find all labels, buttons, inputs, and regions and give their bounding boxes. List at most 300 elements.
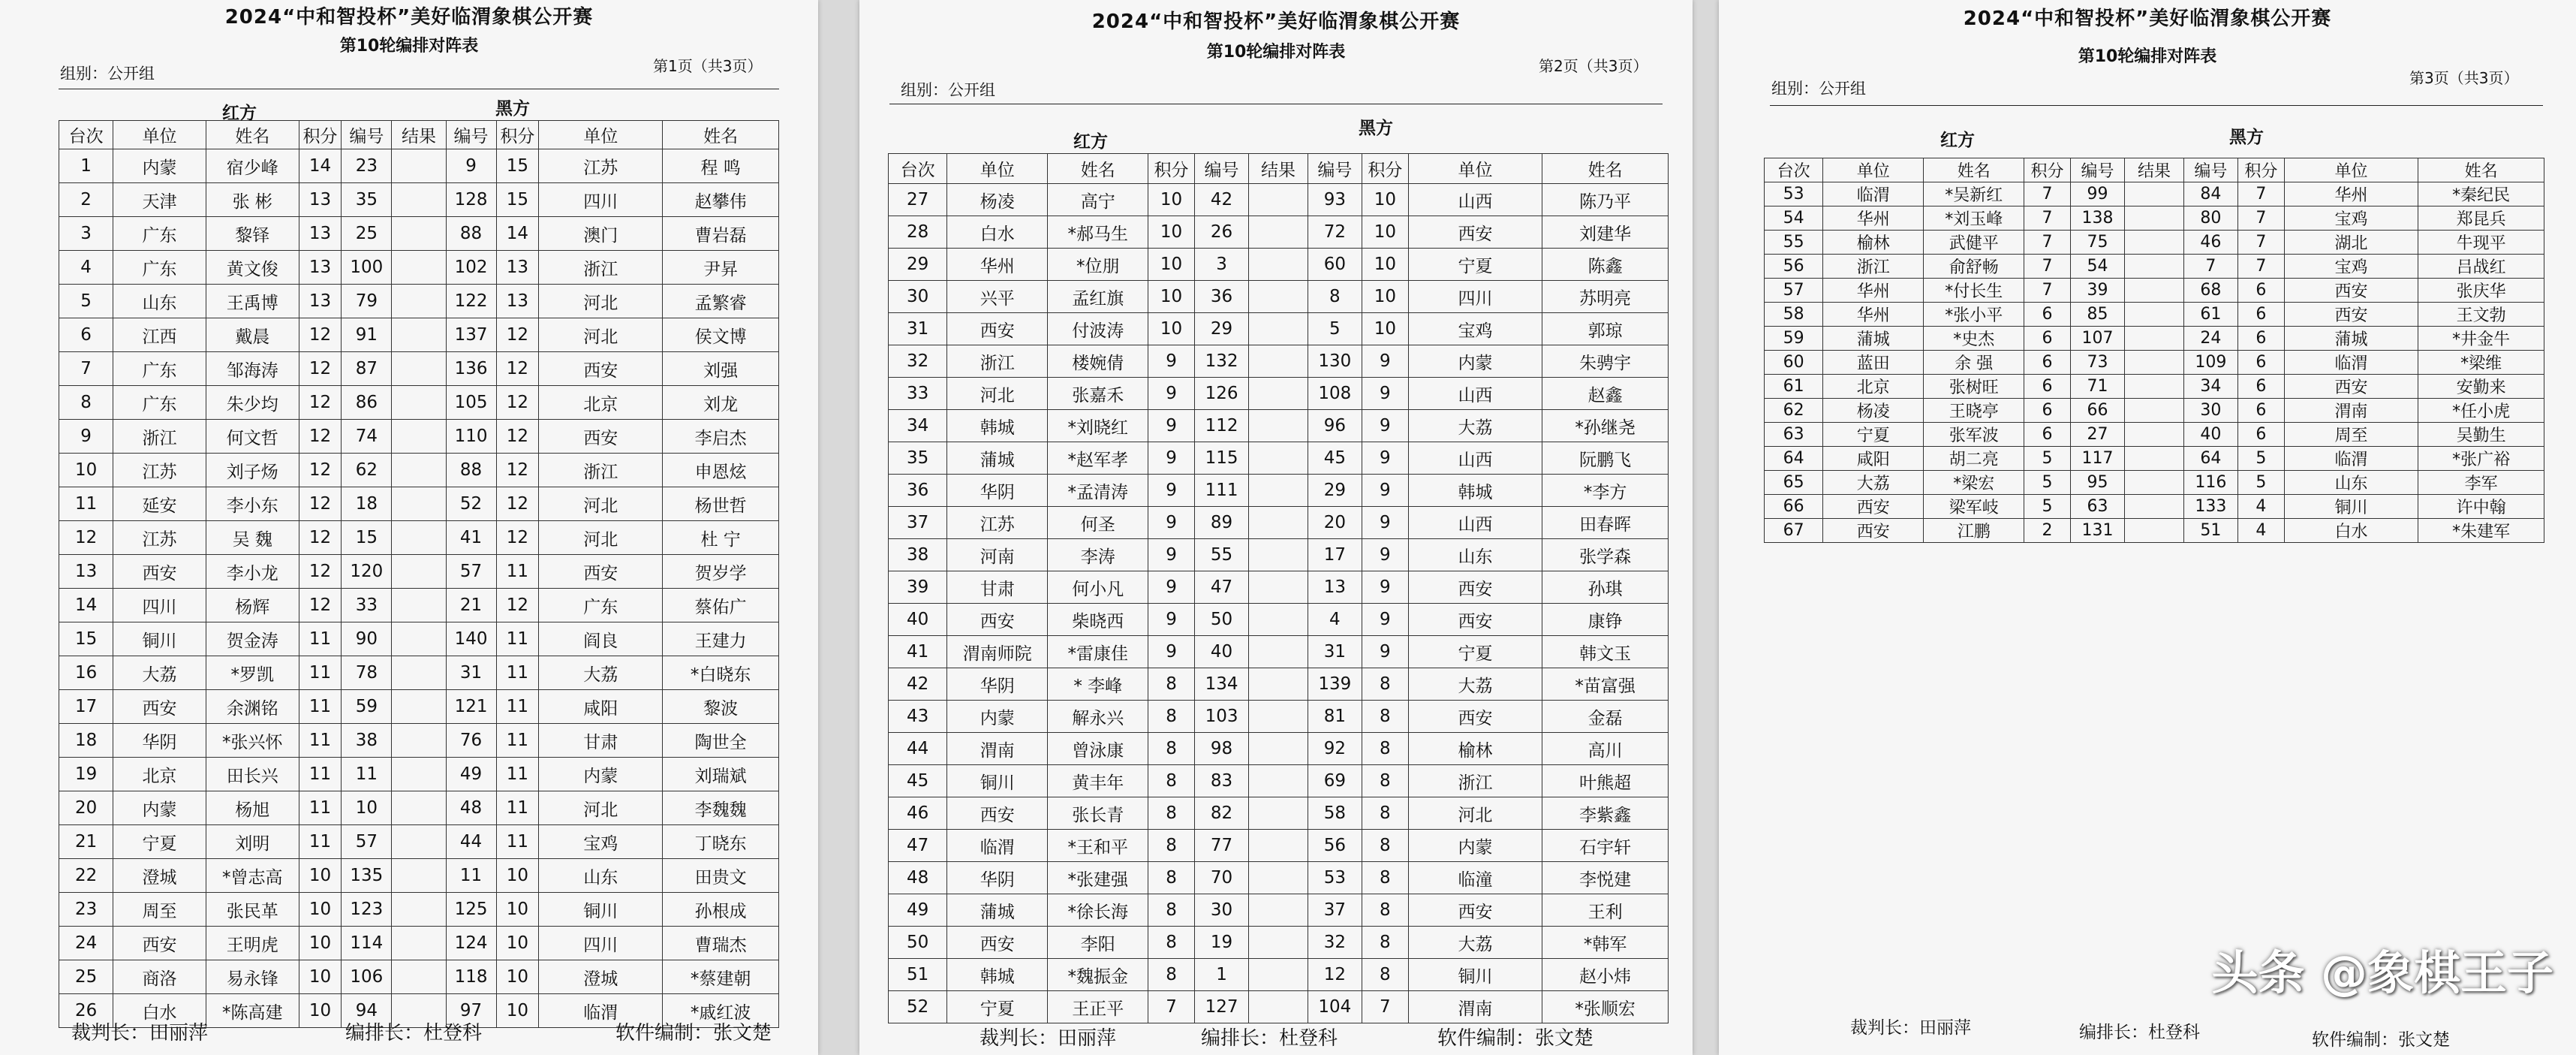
table-row xyxy=(59,420,779,454)
table-cell: 66 xyxy=(1765,495,1823,519)
column-header: 台次 xyxy=(1765,158,1823,182)
table-cell: 3 xyxy=(1194,249,1249,281)
column-header: 积分 xyxy=(299,121,342,149)
group-label: 组别：公开组 xyxy=(60,65,155,83)
table-cell: 白水 xyxy=(947,216,1048,249)
table-cell xyxy=(392,386,446,420)
table-cell: 9 xyxy=(1362,539,1408,571)
column-header: 单位 xyxy=(113,121,206,149)
table-cell: 临渭 xyxy=(2284,447,2418,471)
table-cell: 18 xyxy=(59,724,113,758)
table-cell: 11 xyxy=(496,555,539,589)
table-cell: 9 xyxy=(1148,475,1194,507)
table-cell xyxy=(1249,442,1308,475)
table-cell: *朱建军 xyxy=(2418,519,2544,543)
table-cell: 10 xyxy=(496,859,539,893)
table-cell: 大荔 xyxy=(113,656,206,690)
table-cell: 5 xyxy=(1308,313,1362,345)
table-cell xyxy=(1249,765,1308,797)
table-cell: 88 xyxy=(446,454,496,487)
table-cell: 12 xyxy=(299,352,342,386)
table-cell: 高宁 xyxy=(1048,184,1148,216)
table-cell: 8 xyxy=(1362,765,1408,797)
table-cell: 127 xyxy=(1194,991,1249,1023)
column-header: 结果 xyxy=(2125,158,2183,182)
table-cell: 6 xyxy=(2238,351,2284,375)
table-cell: 9 xyxy=(1362,410,1408,442)
table-cell: 田春晖 xyxy=(1542,507,1669,539)
table-cell: 大荔 xyxy=(1408,927,1542,959)
table-cell: 26 xyxy=(59,994,113,1028)
table-cell: 柴晓西 xyxy=(1048,604,1148,636)
table-cell: 7 xyxy=(2238,255,2284,279)
table-cell: 103 xyxy=(1194,701,1249,733)
table-cell: 64 xyxy=(1765,447,1823,471)
table-cell xyxy=(392,251,446,285)
table-cell: 8 xyxy=(1362,830,1408,862)
table-cell: 安勤来 xyxy=(2418,375,2544,399)
table-cell: 渭南 xyxy=(1408,991,1542,1023)
table-cell: 8 xyxy=(1362,733,1408,765)
table-cell: 12 xyxy=(496,318,539,352)
table-cell: 12 xyxy=(299,386,342,420)
table-cell: 12 xyxy=(299,454,342,487)
table-cell: 宁夏 xyxy=(113,825,206,859)
table-row xyxy=(889,733,1669,765)
table-cell: 7 xyxy=(2183,255,2238,279)
table-row xyxy=(1765,447,2544,471)
table-cell xyxy=(392,521,446,555)
table-cell: 11 xyxy=(299,690,342,724)
table-cell xyxy=(392,285,446,318)
table-cell: 蒲城 xyxy=(947,442,1048,475)
table-cell: 8 xyxy=(1148,927,1194,959)
table-cell: 10 xyxy=(299,927,342,960)
table-cell: 44 xyxy=(889,733,947,765)
table-cell: 西安 xyxy=(1408,894,1542,927)
table-cell xyxy=(1249,862,1308,894)
table-cell: 26 xyxy=(1194,216,1249,249)
table-cell: 10 xyxy=(1148,313,1194,345)
table-cell: 40 xyxy=(1194,636,1249,668)
table-cell: 西安 xyxy=(539,555,663,589)
table-cell: 15 xyxy=(59,622,113,656)
table-cell: 江苏 xyxy=(113,521,206,555)
table-cell: 11 xyxy=(496,656,539,690)
table-cell: 23 xyxy=(342,149,392,183)
table-cell: 51 xyxy=(2183,519,2238,543)
table-cell: 4 xyxy=(59,251,113,285)
table-cell: 27 xyxy=(889,184,947,216)
table-cell: 刘明 xyxy=(206,825,299,859)
table-cell: 21 xyxy=(59,825,113,859)
table-cell: 10 xyxy=(1362,313,1408,345)
table-cell: 15 xyxy=(496,183,539,217)
table-cell: 榆林 xyxy=(1408,733,1542,765)
table-cell: 赵小炜 xyxy=(1542,959,1669,991)
table-cell: 13 xyxy=(299,217,342,251)
table-cell: 55 xyxy=(1194,539,1249,571)
table-cell: 52 xyxy=(446,487,496,521)
table-cell xyxy=(2125,279,2183,303)
table-cell: 5 xyxy=(2024,471,2070,495)
table-cell: 河北 xyxy=(1408,797,1542,830)
table-cell xyxy=(2125,206,2183,231)
table-cell: 蔡佑广 xyxy=(663,589,779,622)
column-header: 编号 xyxy=(2183,158,2238,182)
table-row xyxy=(59,454,779,487)
table-cell: 孟红旗 xyxy=(1048,281,1148,313)
table-cell: 华阴 xyxy=(947,862,1048,894)
table-cell: 贺金涛 xyxy=(206,622,299,656)
table-cell: 9 xyxy=(1148,636,1194,668)
table-cell: 41 xyxy=(446,521,496,555)
table-cell: 96 xyxy=(1308,410,1362,442)
table-cell: 8 xyxy=(1362,894,1408,927)
table-cell: 贺岁学 xyxy=(663,555,779,589)
table-cell: 40 xyxy=(2183,423,2238,447)
table-cell: 46 xyxy=(2183,231,2238,255)
table-cell: 121 xyxy=(446,690,496,724)
table-row xyxy=(59,251,779,285)
table-cell: 111 xyxy=(1194,475,1249,507)
table-cell: 宝鸡 xyxy=(2284,206,2418,231)
table-cell: 宁夏 xyxy=(1408,636,1542,668)
table-cell: 阮鹏飞 xyxy=(1542,442,1669,475)
table-cell: 34 xyxy=(2183,375,2238,399)
table-cell xyxy=(1249,184,1308,216)
table-cell: 11 xyxy=(446,859,496,893)
table-cell: *张小平 xyxy=(1924,303,2024,327)
table-cell xyxy=(1249,539,1308,571)
table-cell: 10 xyxy=(496,994,539,1028)
table-row xyxy=(889,216,1669,249)
table-cell: 41 xyxy=(889,636,947,668)
table-row xyxy=(889,475,1669,507)
table-cell: 5 xyxy=(2238,471,2284,495)
table-cell: 84 xyxy=(2183,182,2238,206)
table-cell: 山西 xyxy=(1408,507,1542,539)
table-cell: 韩城 xyxy=(947,410,1048,442)
pairing-table xyxy=(59,120,779,1028)
table-cell: 7 xyxy=(2238,231,2284,255)
table-cell: 丁晓东 xyxy=(663,825,779,859)
column-header: 结果 xyxy=(392,121,446,149)
table-cell: 14 xyxy=(59,589,113,622)
table-cell: 36 xyxy=(889,475,947,507)
page-number: 第3页（共3页） xyxy=(2409,69,2519,87)
table-cell: 王建力 xyxy=(663,622,779,656)
table-row xyxy=(889,765,1669,797)
table-cell: 河北 xyxy=(539,318,663,352)
table-cell xyxy=(1249,894,1308,927)
footer-software: 软件编制：张文楚 xyxy=(615,1022,772,1044)
table-cell: 15 xyxy=(342,521,392,555)
table-cell xyxy=(1249,733,1308,765)
table-cell: 杨凌 xyxy=(1823,399,1924,423)
table-cell: 13 xyxy=(299,285,342,318)
table-row xyxy=(1765,399,2544,423)
table-cell: 10 xyxy=(1362,184,1408,216)
column-header: 姓名 xyxy=(663,121,779,149)
table-row xyxy=(1765,327,2544,351)
table-cell: 30 xyxy=(2183,399,2238,423)
page-sheet-3 xyxy=(1719,0,2576,1055)
table-cell: 刘强 xyxy=(663,352,779,386)
table-cell: 西安 xyxy=(2284,375,2418,399)
table-row xyxy=(1765,495,2544,519)
table-cell: 10 xyxy=(1148,281,1194,313)
table-cell: 王正平 xyxy=(1048,991,1148,1023)
table-cell: 山东 xyxy=(113,285,206,318)
table-cell xyxy=(392,149,446,183)
table-cell: 140 xyxy=(446,622,496,656)
table-cell: 108 xyxy=(1308,378,1362,410)
table-cell: 59 xyxy=(342,690,392,724)
table-cell: 6 xyxy=(2024,423,2070,447)
table-cell xyxy=(392,318,446,352)
table-cell: 12 xyxy=(496,454,539,487)
table-cell: 内蒙 xyxy=(947,701,1048,733)
table-cell: 陈乃平 xyxy=(1542,184,1669,216)
table-cell: 9 xyxy=(59,420,113,454)
table-cell: 郑昆兵 xyxy=(2418,206,2544,231)
table-cell: 刘子炀 xyxy=(206,454,299,487)
table-cell: 45 xyxy=(1308,442,1362,475)
table-cell: *曾志高 xyxy=(206,859,299,893)
table-cell: 李军 xyxy=(2418,471,2544,495)
table-cell: 易永锋 xyxy=(206,960,299,994)
table-cell xyxy=(392,183,446,217)
table-cell: 31 xyxy=(446,656,496,690)
table-cell: *吴新红 xyxy=(1924,182,2024,206)
table-row xyxy=(889,991,1669,1023)
table-cell: 10 xyxy=(1148,216,1194,249)
table-cell: 赵攀伟 xyxy=(663,183,779,217)
table-cell: 17 xyxy=(1308,539,1362,571)
table-cell: 132 xyxy=(1194,345,1249,378)
table-cell: *韩军 xyxy=(1542,927,1669,959)
table-cell: 12 xyxy=(59,521,113,555)
table-cell: 杨凌 xyxy=(947,184,1048,216)
table-cell xyxy=(1249,604,1308,636)
table-cell: 24 xyxy=(2183,327,2238,351)
table-cell: 河北 xyxy=(539,521,663,555)
table-cell: 甘肃 xyxy=(947,571,1048,604)
table-cell: 山西 xyxy=(1408,442,1542,475)
table-cell: 12 xyxy=(1308,959,1362,991)
table-cell: 许中翰 xyxy=(2418,495,2544,519)
table-cell: 4 xyxy=(2238,495,2284,519)
table-cell: 117 xyxy=(2070,447,2125,471)
table-cell: 渭南 xyxy=(947,733,1048,765)
round-title: 第10轮编排对阵表 xyxy=(339,37,479,56)
table-cell: 48 xyxy=(446,791,496,825)
table-cell: 9 xyxy=(1362,636,1408,668)
table-cell xyxy=(392,555,446,589)
table-cell: 8 xyxy=(1362,797,1408,830)
table-cell: 137 xyxy=(446,318,496,352)
table-cell: 西安 xyxy=(947,797,1048,830)
table-cell: 铜川 xyxy=(947,765,1048,797)
column-header: 编号 xyxy=(1308,154,1362,184)
column-header: 台次 xyxy=(889,154,947,184)
table-cell: 蒲城 xyxy=(947,894,1048,927)
table-cell: 8 xyxy=(1148,765,1194,797)
table-cell: 张庆华 xyxy=(2418,279,2544,303)
table-cell xyxy=(1249,636,1308,668)
table-cell xyxy=(1249,830,1308,862)
table-cell: 郭琼 xyxy=(1542,313,1669,345)
table-cell: 52 xyxy=(889,991,947,1023)
table-cell: 四川 xyxy=(539,183,663,217)
table-cell: 渭南师院 xyxy=(947,636,1048,668)
table-cell xyxy=(1249,216,1308,249)
table-cell: 邹海涛 xyxy=(206,352,299,386)
table-cell: 8 xyxy=(1148,894,1194,927)
table-cell: 4 xyxy=(1308,604,1362,636)
table-cell: 11 xyxy=(299,622,342,656)
table-header-row xyxy=(59,121,779,149)
table-cell: 31 xyxy=(889,313,947,345)
table-cell: 铜川 xyxy=(539,893,663,927)
table-row xyxy=(59,386,779,420)
table-cell: 46 xyxy=(889,797,947,830)
table-cell: 临渭 xyxy=(1823,182,1924,206)
table-cell xyxy=(392,656,446,690)
table-cell: 杜 宁 xyxy=(663,521,779,555)
table-cell xyxy=(2125,471,2183,495)
table-cell: 51 xyxy=(889,959,947,991)
table-cell: 115 xyxy=(1194,442,1249,475)
table-cell: 西安 xyxy=(539,352,663,386)
black-side-label: 黑方 xyxy=(1359,119,1393,138)
table-cell: 2 xyxy=(2024,519,2070,543)
table-cell: 90 xyxy=(342,622,392,656)
table-row xyxy=(59,758,779,791)
table-cell xyxy=(1249,345,1308,378)
column-header: 姓名 xyxy=(1048,154,1148,184)
table-cell: 12 xyxy=(496,589,539,622)
table-cell: 吴勤生 xyxy=(2418,423,2544,447)
table-cell: 内蒙 xyxy=(539,758,663,791)
table-cell: 116 xyxy=(2183,471,2238,495)
table-cell: 高川 xyxy=(1542,733,1669,765)
table-cell: 6 xyxy=(2238,327,2284,351)
table-cell: 黄丰年 xyxy=(1048,765,1148,797)
table-cell xyxy=(1249,959,1308,991)
table-cell xyxy=(1249,475,1308,507)
table-cell: 宝鸡 xyxy=(1408,313,1542,345)
table-cell: 李涛 xyxy=(1048,539,1148,571)
table-cell: 大荔 xyxy=(1408,410,1542,442)
table-cell: 山东 xyxy=(1408,539,1542,571)
table-cell: 123 xyxy=(342,893,392,927)
table-cell: *徐长海 xyxy=(1048,894,1148,927)
table-cell: 西安 xyxy=(947,927,1048,959)
table-cell xyxy=(392,454,446,487)
table-cell: 浙江 xyxy=(947,345,1048,378)
table-cell: 王禹博 xyxy=(206,285,299,318)
table-cell xyxy=(1249,281,1308,313)
table-cell: 西安 xyxy=(2284,303,2418,327)
table-cell: 申恩炫 xyxy=(663,454,779,487)
table-cell: 黎波 xyxy=(663,690,779,724)
table-cell: 7 xyxy=(2024,182,2070,206)
table-cell: 13 xyxy=(496,251,539,285)
table-cell: 61 xyxy=(2183,303,2238,327)
table-cell: 张学森 xyxy=(1542,539,1669,571)
table-cell: 白水 xyxy=(113,994,206,1028)
table-cell: 湖北 xyxy=(2284,231,2418,255)
table-cell: 8 xyxy=(1362,701,1408,733)
table-cell: 11 xyxy=(299,758,342,791)
round-title: 第10轮编排对阵表 xyxy=(1206,43,1346,62)
table-row xyxy=(889,894,1669,927)
table-cell: 58 xyxy=(1308,797,1362,830)
table-row xyxy=(889,604,1669,636)
table-cell: 49 xyxy=(446,758,496,791)
table-cell: 刘瑞斌 xyxy=(663,758,779,791)
table-cell: 12 xyxy=(496,420,539,454)
table-cell: 17 xyxy=(59,690,113,724)
table-cell: 39 xyxy=(889,571,947,604)
table-cell: 20 xyxy=(59,791,113,825)
table-cell: 华阴 xyxy=(113,724,206,758)
table-row xyxy=(59,656,779,690)
table-cell: 35 xyxy=(342,183,392,217)
table-cell xyxy=(2125,182,2183,206)
table-cell: 120 xyxy=(342,555,392,589)
table-cell xyxy=(2125,519,2183,543)
table-cell: 12 xyxy=(299,555,342,589)
header-rule xyxy=(1770,105,2543,106)
table-cell: 77 xyxy=(1194,830,1249,862)
table-cell: 西安 xyxy=(539,420,663,454)
table-cell: 西安 xyxy=(1408,571,1542,604)
event-title: 2024“中和智投杯”美好临渭象棋公开赛 xyxy=(1091,11,1461,33)
table-row xyxy=(889,830,1669,862)
table-cell: 西安 xyxy=(113,927,206,960)
column-header: 编号 xyxy=(342,121,392,149)
table-cell xyxy=(392,589,446,622)
table-cell: *梁维 xyxy=(2418,351,2544,375)
table-cell: 29 xyxy=(889,249,947,281)
table-cell: 孟繁睿 xyxy=(663,285,779,318)
table-cell: 11 xyxy=(299,825,342,859)
table-cell: 何文哲 xyxy=(206,420,299,454)
table-cell: *郝马生 xyxy=(1048,216,1148,249)
table-row xyxy=(59,690,779,724)
table-cell xyxy=(392,825,446,859)
table-cell: 6 xyxy=(2024,351,2070,375)
table-cell: 34 xyxy=(889,410,947,442)
table-cell: 广东 xyxy=(539,589,663,622)
table-cell: 浙江 xyxy=(1823,255,1924,279)
table-cell: 59 xyxy=(1765,327,1823,351)
table-cell: 周至 xyxy=(2284,423,2418,447)
table-cell: 黄文俊 xyxy=(206,251,299,285)
table-cell: 60 xyxy=(1765,351,1823,375)
table-cell: 13 xyxy=(496,285,539,318)
table-cell: 13 xyxy=(299,183,342,217)
table-cell: 82 xyxy=(1194,797,1249,830)
table-cell: 105 xyxy=(446,386,496,420)
watermark-text: 头条 @象棋王子 xyxy=(2211,945,2553,1000)
table-cell: 53 xyxy=(1308,862,1362,894)
table-cell: 39 xyxy=(2070,279,2125,303)
table-cell: 63 xyxy=(2070,495,2125,519)
